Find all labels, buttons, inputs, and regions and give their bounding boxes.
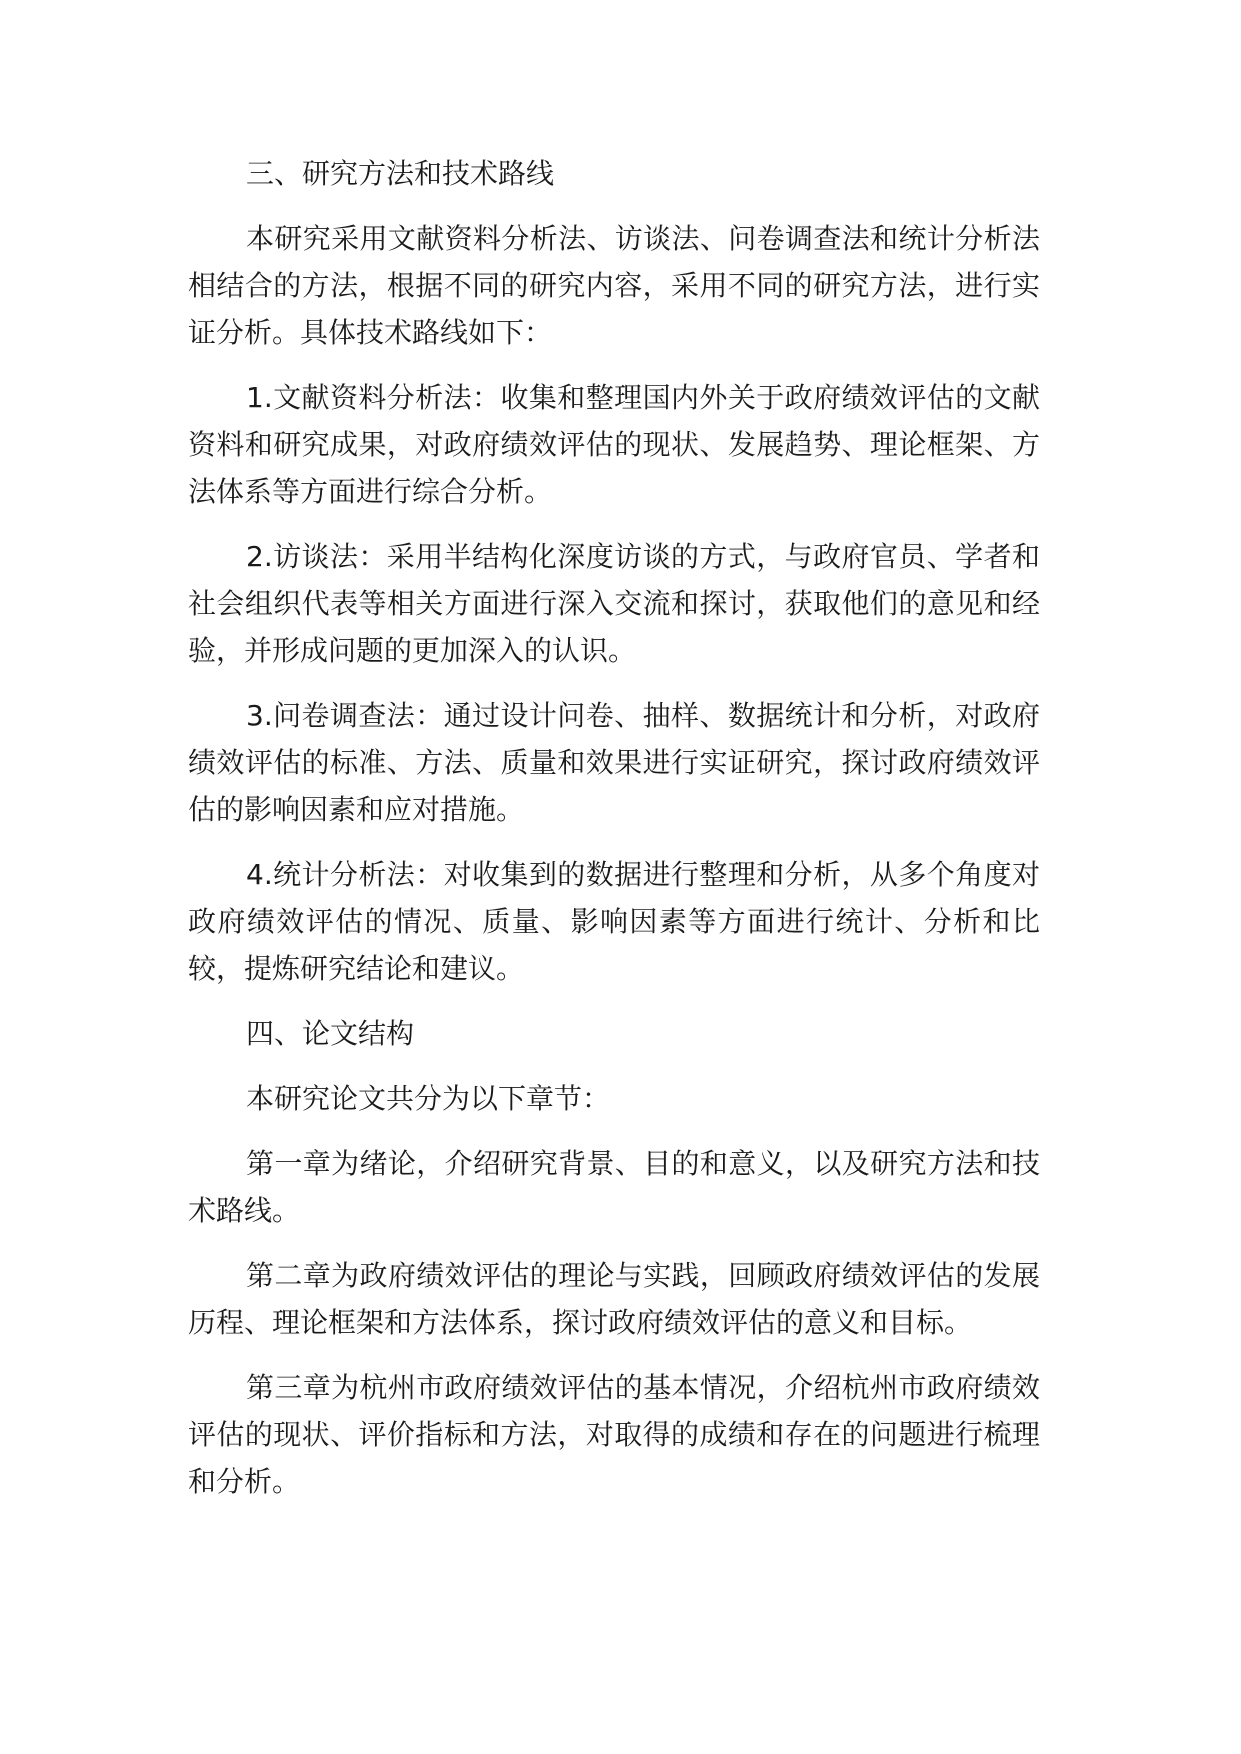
paragraph-chapter-1: 第一章为绪论，介绍研究背景、目的和意义，以及研究方法和技术路线。 bbox=[188, 1147, 1040, 1227]
section-heading-research-methods: 三、研究方法和技术路线 bbox=[246, 157, 555, 190]
section-heading-thesis-structure: 四、论文结构 bbox=[246, 1017, 415, 1050]
paragraph-method-statistics: 4.统计分析法：对收集到的数据进行整理和分析，从多个角度对政府绩效评估的情况、质量、影响因素等方面进行统计、分析和比较，提炼研究结论和建议。 bbox=[188, 858, 1040, 985]
document-body bbox=[188, 150, 1040, 1523]
paragraph-method-questionnaire: 3.问卷调查法：通过设计问卷、抽样、数据统计和分析，对政府绩效评估的标准、方法、质量和效果进行实证研究，探讨政府绩效评估的影响因素和应对措施。 bbox=[188, 699, 1040, 826]
paragraph-method-interview: 2.访谈法：采用半结构化深度访谈的方式，与政府官员、学者和社会组织代表等相关方面进行深入交流和探讨，获取他们的意见和经验，并形成问题的更加深入的认识。 bbox=[188, 540, 1040, 667]
paragraph-chapter-2: 第二章为政府绩效评估的理论与实践，回顾政府绩效评估的发展历程、理论框架和方法体系，探讨政府绩效评估的意义和目标。 bbox=[188, 1259, 1040, 1339]
paragraph-methods-intro: 本研究采用文献资料分析法、访谈法、问卷调查法和统计分析法相结合的方法，根据不同的研究内容，采用不同的研究方法，进行实证分析。具体技术路线如下： bbox=[188, 222, 1040, 349]
paragraph-structure-intro: 本研究论文共分为以下章节： bbox=[246, 1082, 611, 1115]
paragraph-chapter-3: 第三章为杭州市政府绩效评估的基本情况，介绍杭州市政府绩效评估的现状、评价指标和方法，对取得的成绩和存在的问题进行梳理和分析。 bbox=[188, 1371, 1040, 1498]
paragraph-method-literature: 1.文献资料分析法：收集和整理国内外关于政府绩效评估的文献资料和研究成果，对政府绩效评估的现状、发展趋势、理论框架、方法体系等方面进行综合分析。 bbox=[188, 381, 1040, 508]
